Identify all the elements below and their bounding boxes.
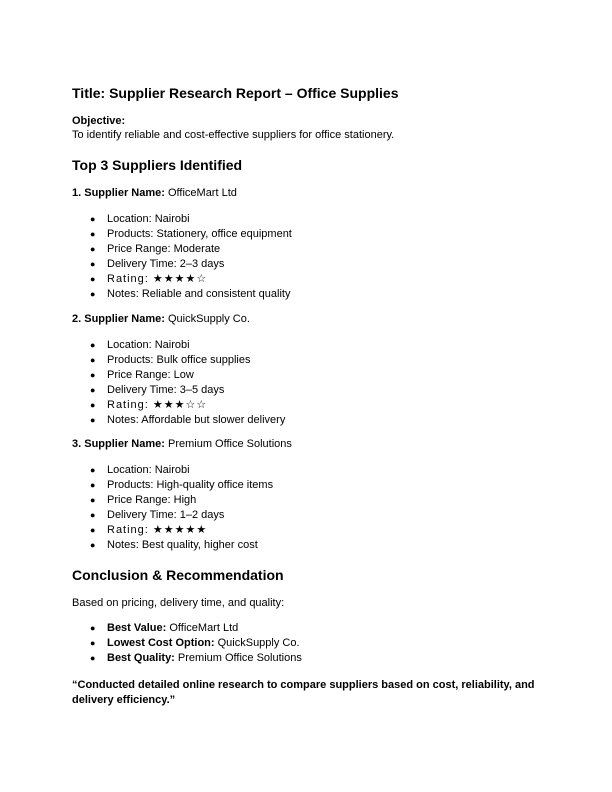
- list-item: [90, 523, 273, 538]
- closing-quote: “Conducted detailed online research to compare suppliers based on cost, reliability, and delivery efficiency.”: [72, 679, 535, 706]
- conclusion-heading: Conclusion & Recommendation: [72, 567, 284, 583]
- objective-label: Objective:: [72, 115, 126, 127]
- bullet-icon: ●: [90, 510, 96, 520]
- list-item: ● Delivery Time: 3–5 days: [90, 384, 225, 396]
- objective-text: To identify reliable and cost-effective suppliers for office stationery.: [72, 129, 395, 141]
- list-item: ● Notes: Reliable and consistent quality: [90, 288, 291, 300]
- rating-stars: Rating: ★★★★☆: [107, 273, 208, 285]
- list-item: [90, 398, 285, 413]
- supplier-2-name-label: Supplier Name:: [84, 313, 165, 325]
- recommendation-list: [90, 621, 302, 666]
- bullet-icon: ●: [90, 289, 96, 299]
- document-title: Title: Supplier Research Report – Office Supplies: [72, 85, 399, 101]
- bullet-icon: ●: [90, 385, 96, 395]
- conclusion-intro: Based on pricing, delivery time, and quality:: [72, 597, 285, 609]
- bullet-icon: ●: [90, 355, 96, 365]
- list-item: ● Location: Nairobi: [90, 339, 190, 351]
- supplier-1-details: [90, 212, 292, 302]
- bullet-icon: ●: [90, 495, 96, 505]
- list-item: ● Price Range: Low: [90, 369, 194, 381]
- bullet-icon: ●: [90, 274, 96, 284]
- bullet-icon: ●: [90, 370, 96, 380]
- supplier-3-heading: [72, 438, 292, 450]
- bullet-icon: ●: [90, 638, 96, 648]
- recommendation-item: ● Best Quality: Premium Office Solutions: [90, 652, 302, 664]
- list-item: ● Price Range: Moderate: [90, 243, 221, 255]
- list-item: ● Notes: Best quality, higher cost: [90, 539, 258, 551]
- suppliers-heading: Top 3 Suppliers Identified: [72, 157, 243, 173]
- list-item: ● Price Range: High: [90, 494, 197, 506]
- bullet-icon: ●: [90, 623, 96, 633]
- list-item: ● Products: Stationery, office equipment: [90, 228, 292, 240]
- list-item: [90, 272, 292, 287]
- supplier-1-number: 1.: [72, 187, 82, 199]
- supplier-2-number: 2.: [72, 313, 82, 325]
- list-item: ● Products: Bulk office supplies: [90, 354, 251, 366]
- rating-stars: Rating: ★★★☆☆: [107, 399, 208, 411]
- bullet-icon: ●: [90, 415, 96, 425]
- bullet-icon: ●: [90, 465, 96, 475]
- list-item: ● Location: Nairobi: [90, 464, 190, 476]
- bullet-icon: ●: [90, 525, 96, 535]
- supplier-2-details: [90, 338, 285, 428]
- bullet-icon: ●: [90, 244, 96, 254]
- rating-stars: Rating: ★★★★★: [107, 524, 208, 536]
- supplier-1-heading: [72, 187, 237, 199]
- recommendation-item: ● Lowest Cost Option: QuickSupply Co.: [90, 637, 300, 649]
- supplier-3-number: 3.: [72, 438, 82, 450]
- supplier-1-name: OfficeMart Ltd: [168, 187, 237, 199]
- supplier-3-name-label: Supplier Name:: [84, 438, 165, 450]
- supplier-1-name-label: Supplier Name:: [84, 187, 165, 199]
- bullet-icon: ●: [90, 400, 96, 410]
- supplier-2-heading: [72, 313, 250, 325]
- list-item: ● Products: High-quality office items: [90, 479, 274, 491]
- list-item: ● Delivery Time: 2–3 days: [90, 258, 225, 270]
- supplier-3-details: [90, 463, 273, 553]
- bullet-icon: ●: [90, 259, 96, 269]
- bullet-icon: ●: [90, 229, 96, 239]
- bullet-icon: ●: [90, 653, 96, 663]
- list-item: ● Location: Nairobi: [90, 213, 190, 225]
- bullet-icon: ●: [90, 214, 96, 224]
- bullet-icon: ●: [90, 540, 96, 550]
- list-item: ● Delivery Time: 1–2 days: [90, 509, 225, 521]
- supplier-3-name: Premium Office Solutions: [168, 438, 292, 450]
- bullet-icon: ●: [90, 480, 96, 490]
- supplier-2-name: QuickSupply Co.: [168, 313, 250, 325]
- bullet-icon: ●: [90, 340, 96, 350]
- list-item: ● Notes: Affordable but slower delivery: [90, 414, 286, 426]
- recommendation-item: ● Best Value: OfficeMart Ltd: [90, 622, 239, 634]
